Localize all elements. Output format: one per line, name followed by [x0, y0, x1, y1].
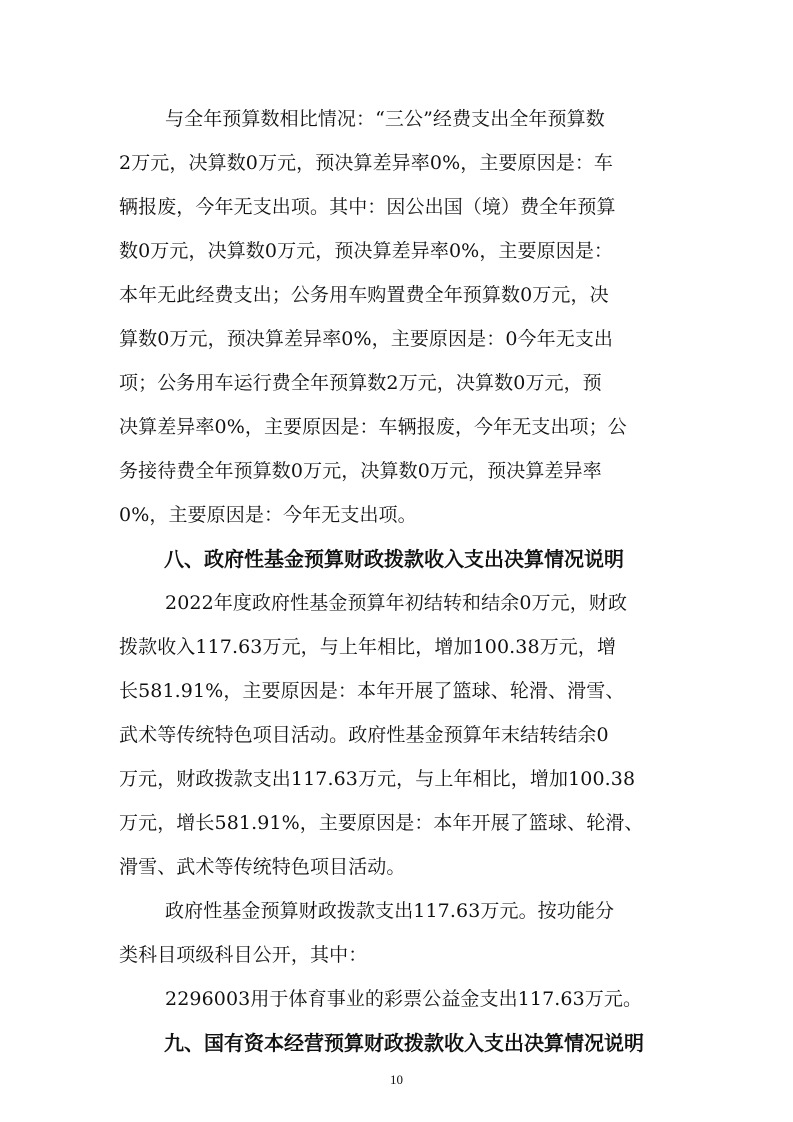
section-heading-9: 九、国有资本经营预算财政拨款收入支出决算情况说明	[164, 1031, 644, 1055]
para-line-13: 长581.91%，主要原因是：本年开展了篮球、轮滑、滑雪、	[119, 680, 625, 702]
para-line-2: 2万元，决算数0万元，预决算差异率0%，主要原因是：车	[119, 152, 614, 174]
para-line-5: 本年无此经费支出；公务用车购置费全年预算数0万元，决	[119, 284, 609, 306]
para-line-11: 2022年度政府性基金预算年初结转和结余0万元，财政	[165, 592, 628, 614]
para-line-16: 万元，增长581.91%，主要原因是：本年开展了篮球、轮滑、	[119, 812, 644, 834]
para-line-8: 决算差异率0%，主要原因是：车辆报废，今年无支出项；公	[119, 416, 627, 438]
para-line-3: 辆报废，今年无支出项。其中：因公出国（境）费全年预算	[119, 196, 616, 218]
section-heading-8: 八、政府性基金预算财政拨款收入支出决算情况说明	[164, 547, 624, 571]
para-line-20: 2296003用于体育事业的彩票公益金支出117.63万元。	[165, 988, 643, 1010]
para-line-17: 滑雪、武术等传统特色项目活动。	[119, 856, 406, 878]
para-line-19: 类科目项级科目公开，其中：	[119, 944, 368, 966]
para-line-1: 与全年预算数相比情况：“三公”经费支出全年预算数	[165, 108, 605, 130]
para-line-6: 算数0万元，预决算差异率0%，主要原因是：0今年无支出	[119, 328, 614, 350]
para-line-7: 项；公务用车运行费全年预算数2万元，决算数0万元，预	[119, 372, 602, 394]
para-line-14: 武术等传统特色项目活动。政府性基金预算年末结转结余0	[119, 724, 609, 746]
para-line-15: 万元，财政拨款支出117.63万元，与上年相比，增加100.38	[119, 768, 636, 790]
para-line-10: 0%，主要原因是：今年无支出项。	[119, 504, 417, 526]
para-line-4: 数0万元，决算数0万元，预决算差异率0%，主要原因是：	[119, 240, 614, 262]
para-line-9: 务接待费全年预算数0万元，决算数0万元，预决算差异率	[119, 460, 602, 482]
page-number: 10	[390, 1072, 403, 1087]
para-line-18: 政府性基金预算财政拨款支出117.63万元。按功能分	[165, 900, 615, 922]
para-line-12: 拨款收入117.63万元，与上年相比，增加100.38万元，增	[119, 636, 617, 658]
